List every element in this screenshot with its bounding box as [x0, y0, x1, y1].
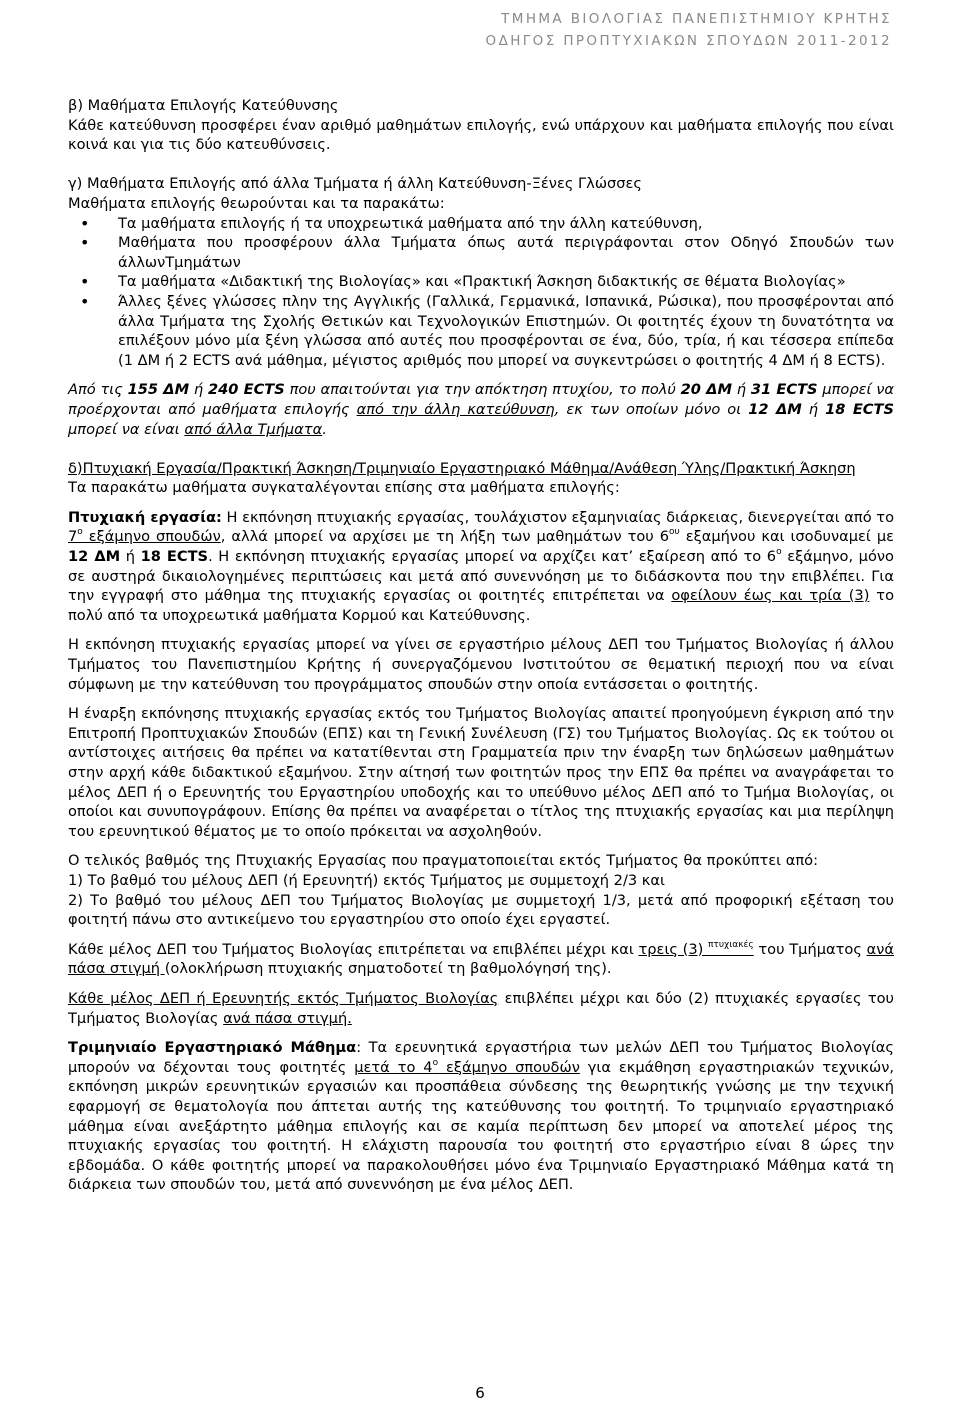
trimester-course-paragraph: Τριμηνιαίο Εργαστηριακό Μάθημα: Τα ερευνητικά εργαστήρια των μελών ΔΕΠ του Τμήματος Βιολογίας μπορούν να δέχονται τους φοιτητές μετά το $4^o$ εξάμηνο σπουδών για εκμάθηση εργαστηριακών τεχνικών, εκπόνηση μικρών ερευνητικών εργασιών και προσπάθεια σύνδεσης της θεωρητικής γνώσης με την τεχνική εφαρμογή σε θεματολογία που άπτεται αυτής της κατεύθυνσης του φοιτητή. Το τριμηνιαίο εργαστηριακό μάθημα είναι ανεξάρτητο μάθημα επιλογής και σε καμία περίπτωση δεν μπορεί να αποτελεί μέρος της πτυχιακής εργασίας του φοιτητή. Η ελάχιστη παρουσία του φοιτητή στο εργαστήριο είναι 8 ώρες την εβδομάδα. Ο κάθε φοιτητής μπορεί να παρακολουθήσει μόνο ένα Τριμηνιαίο Εργαστηριακό Μάθημα κατά τη διάρκεια των σπουδών του, μετά από συνεννόηση με ένα μέλος ΔΕΠ. [68, 1039, 895, 1194]
running-header [486, 8, 892, 52]
section-b-text: Κάθε κατεύθυνση προσφέρει έναν αριθμό μαθημάτων επιλογής, ενώ υπάρχουν και μαθήματα επιλογής που είναι κοινά και για τις δύο κατευθύνσεις. [68, 116, 894, 154]
supervision-limit-paragraph: Κάθε μέλος ΔΕΠ του Τμήματος Βιολογίας επιτρέπεται να επιβλέπει μέχρι και τρεις (3) $^{\pi\tau\upsilon\chi\iota\alpha\kappa έ\varsigma}$ του Τμήματος ανά πάσα στιγμή (ολοκλήρωση πτυχιακής σηματοδοτεί τη βαθμολόγησή της). [68, 939, 894, 978]
grade-item-2: 2) Το βαθμό του μέλους ΔΕΠ του Τμήματος Βιολογίας με συμμετοχή 1/3, μετά από προφορική εξέταση του φοιτητή πάνω στο αντικείμενο του εργαστηρίου στο οποίο έχει εργαστεί. [68, 891, 894, 929]
header-department: ΤΜΗΜΑ ΒΙΟΛΟΓΙΑΣ ΠΑΝΕΠΙΣΤΗΜΙΟΥ ΚΡΗΤΗΣ [501, 11, 892, 27]
section-d-title: δ)Πτυχιακή Εργασία/Πρακτική Άσκηση/Τριμηνιαίο Εργαστηριακό Μάθημα/Ανάθεση Ύλης/Πρακτική Άσκηση [68, 459, 856, 477]
list-item: • Άλλες ξένες γλώσσες πλην της Αγγλικής (Γαλλικά, Γερμανικά, Ισπανικά, Ρώσικα), που προσφέρονται από άλλα Τμήματα της Σχολής Θετικών και Τεχνολογικών Επιστημών. Οι φοιτητές έχουν τη δυνατότητα να επιλέξουν μόνο μία ξένη γλώσσα από αυτές που προσφέρονται σε ένα, δύο, τρία, ή και τέσσερα επίπεδα (1 ΔΜ ή 2 ECTS ανά μάθημα, μέγιστος αριθμός που μπορεί να συγκεντρώσει ο φοιτητής 4 ΔΜ ή 8 ECTS). [68, 292, 894, 370]
section-b-title: β) Μαθήματα Επιλογής Κατεύθυνσης [68, 97, 339, 114]
page-content [68, 96, 894, 1195]
trimester-label: Τριμηνιαίο Εργαστηριακό Μάθημα [68, 1039, 357, 1057]
header-guide: ΟΔΗΓΟΣ ΠΡΟΠΤΥΧΙΑΚΩΝ ΣΠΟΥΔΩΝ 2011-2012 [485, 33, 892, 49]
list-item: • Τα μαθήματα «Διδακτική της Βιολογίας» και «Πρακτική Άσκηση διδακτικής σε θέματα Βιολογίας» [68, 272, 894, 292]
list-item: • Τα μαθήματα επιλογής ή τα υποχρεωτικά μαθήματα από την άλλη κατεύθυνση, [68, 214, 894, 234]
thesis-label: Πτυχιακή εργασία: [68, 508, 222, 526]
thesis-approval-paragraph: Η έναρξη εκπόνησης πτυχιακής εργασίας εκτός του Τμήματος Βιολογίας απαιτεί προηγούμενη έγκριση από την Επιτροπή Προπτυχιακών Σπουδών (ΕΠΣ) και τη Γενική Συνέλευση (ΓΣ) του Τμήματος Βιολογίας. Ως εκ τούτου οι αντίστοιχες αιτήσεις θα πρέπει να κατατίθενται στη Γραμματεία πριν την έναρξη των δηλώσεων μαθημάτων στην αρχή κάθε διδακτικού εξαμήνου. Στην αίτησή των φοιτητών προς την ΕΠΣ θα πρέπει να αναγράφεται το μέλος ΔΕΠ ή ο Ερευνητής του Εργαστηρίου υποδοχής και το υπεύθυνο μέλος ΔΕΠ από το Τμήμα Βιολογίας, οι οποίοι και συνυπογράφουν. Επίσης θα πρέπει να αναφέρεται ο τίτλος της πτυχιακής εργασίας και μια περίληψη του ερευνητικού θέματος με το οποίο πρόκειται να ασχοληθούν. [68, 705, 894, 840]
grade-intro: Ο τελικός βαθμός της Πτυχιακής Εργασίας που πραγματοποιείται εκτός Τμήματος θα προκύπτει από: [68, 852, 818, 870]
page-number: 6 [475, 1384, 485, 1402]
grade-item-1: 1) Το βαθμό του μέλους ΔΕΠ (ή Ερευνητή) εκτός Τμήματος με συμμετοχή 2/3 και [68, 871, 665, 889]
credits-note: Από τις 155 ΔΜ ή 240 ECTS που απαιτούνται για την απόκτηση πτυχίου, το πολύ 20 ΔΜ ή 31 ECTS μπορεί να προέρχονται από μαθήματα επιλογής από την άλλη κατεύθυνση, εκ των οποίων μόνο οι 12 ΔΜ ή 18 ECTS μπορεί να είναι από άλλα Τμήματα. [68, 381, 894, 438]
external-supervisor-paragraph: Κάθε μέλος ΔΕΠ ή Ερευνητής εκτός Τμήματος Βιολογίας επιβλέπει μέχρι και δύο (2) πτυχιακές εργασίες του Τμήματος Βιολογίας ανά πάσα στιγμή. [68, 989, 894, 1027]
section-d-intro: Τα παρακάτω μαθήματα συγκαταλέγονται επίσης στα μαθήματα επιλογής: [68, 479, 620, 497]
thesis-paragraph: Πτυχιακή εργασία: Η εκπόνηση πτυχιακής εργασίας, τουλάχιστον εξαμηνιαίας διάρκειας, διενεργείται από το $7^o$ εξάμηνο σπουδών, αλλά μπορεί να αρχίσει με τη λήξη των μαθημάτων του $6^{o\upsilon}$ εξαμήνου και ισοδυναμεί με 12 ΔΜ ή 18 ECTS. Η εκπόνηση πτυχιακής εργασίας μπορεί να αρχίζει κατ’ εξαίρεση από το $6^o$ εξάμηνο, μόνο σε αυστηρά δικαιολογημένες περιπτώσεις και μετά από συνεννόηση με το διδάσκοντα που την επιβλέπει. Για την εγγραφή στο μάθημα της πτυχιακής εργασίας οι φοιτητές επιτρέπεται να οφείλουν έως και τρία (3) το πολύ από τα υποχρεωτικά μαθήματα Κορμού και Κατεύθυνσης. [68, 508, 895, 624]
section-c-list [68, 214, 894, 371]
section-c-intro: Μαθήματα επιλογής θεωρούνται και τα παρακάτω: [68, 194, 445, 212]
thesis-location-paragraph: Η εκπόνηση πτυχιακής εργασίας μπορεί να γίνει σε εργαστήριο μέλους ΔΕΠ του Τμήματος Βιολογίας ή άλλου Τμήματος του Πανεπιστημίου Κρήτης ή συνεργαζόμενου Ινστιτούτου σε θεματική περιοχή που να είναι σύμφωνη με την κατεύθυνση του προγράμματος σπουδών στην οποία εντάσσεται ο φοιτητής. [68, 636, 894, 693]
list-item: • Μαθήματα που προσφέρουν άλλα Τμήματα όπως αυτά περιγράφονται στον Οδηγό Σπουδών των άλλωνΤμημάτων [68, 233, 894, 272]
section-c-title: γ) Μαθήματα Επιλογής από άλλα Τμήματα ή άλλη Κατεύθυνση-Ξένες Γλώσσες [68, 175, 642, 193]
